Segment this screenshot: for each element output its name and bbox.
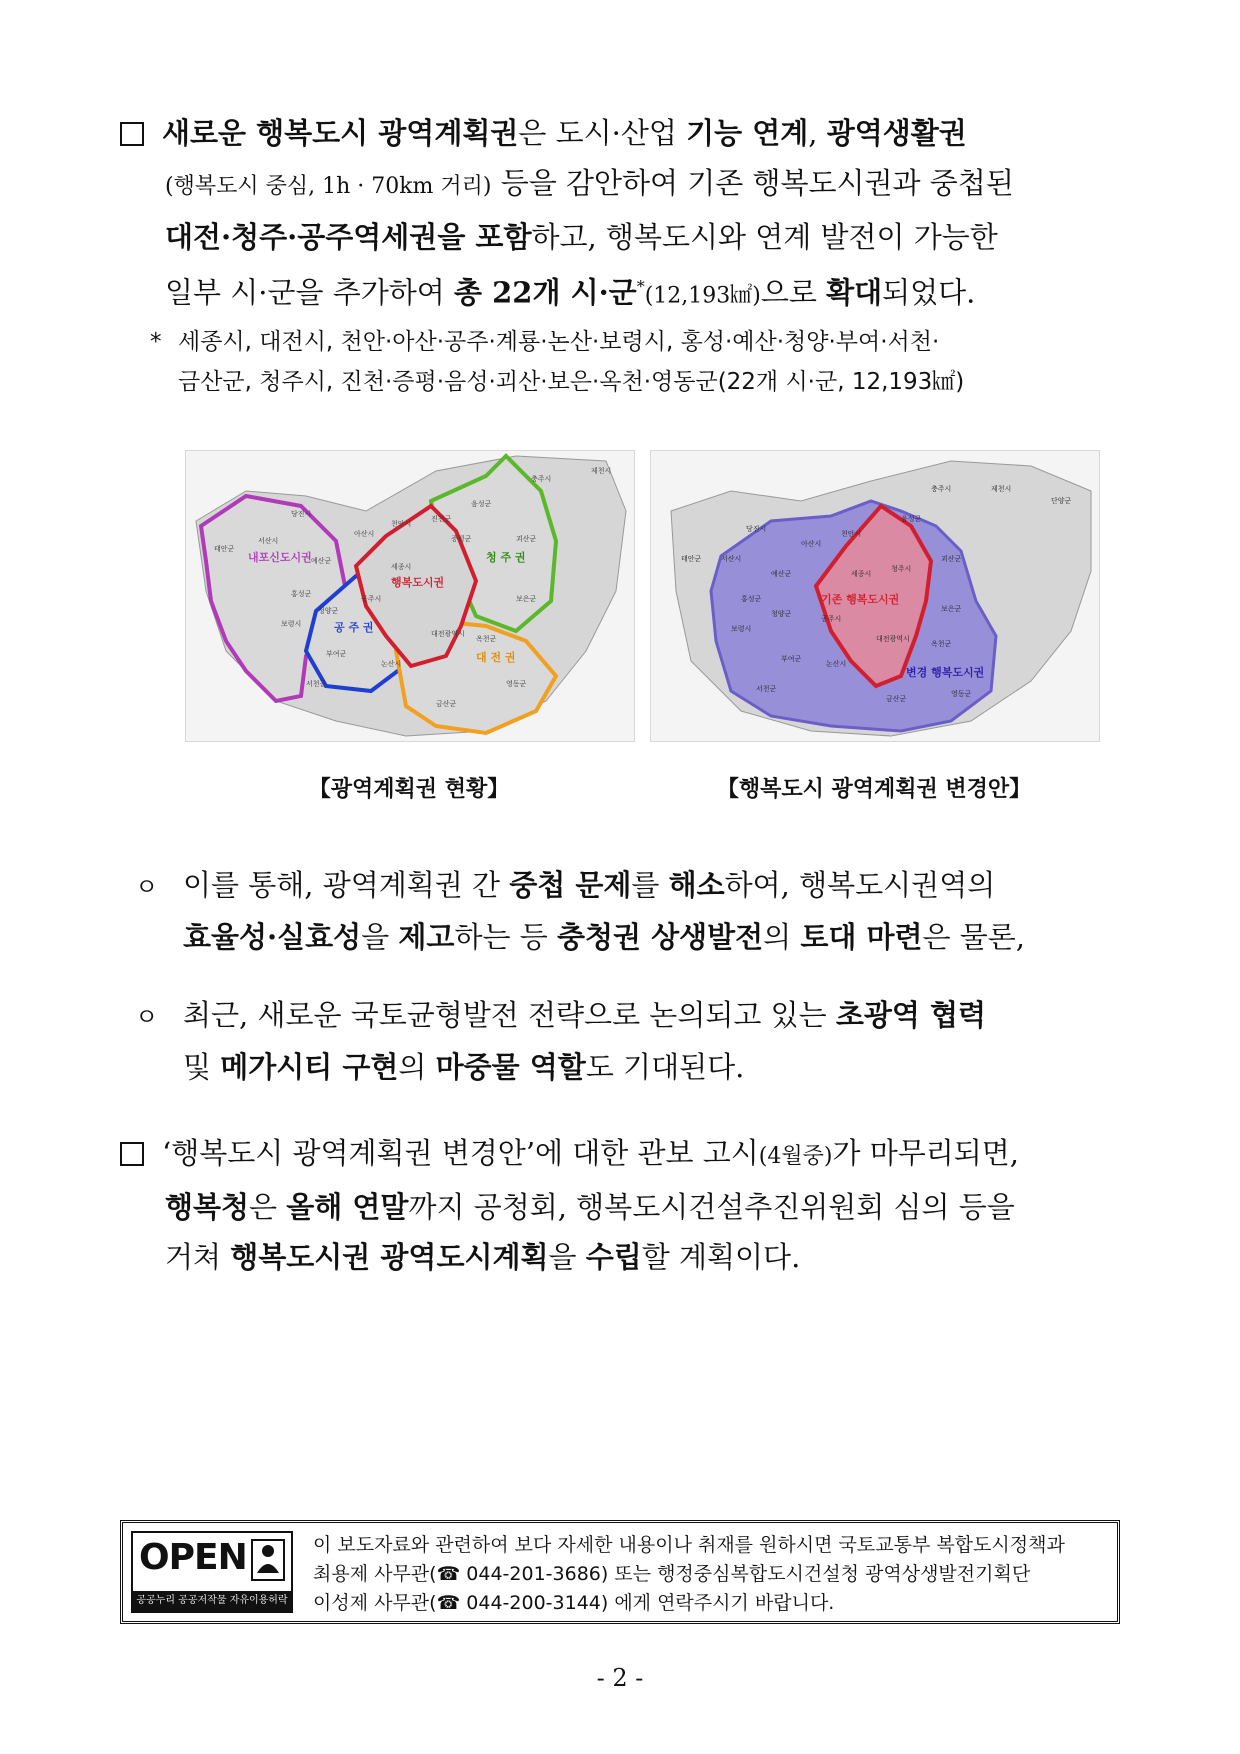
label-existing-zone: 기존 행복도시권 (821, 593, 900, 606)
city-jecheon-r: 제천시 (991, 485, 1012, 493)
city-hongseong-r: 홍성군 (741, 595, 762, 603)
section-1 (120, 108, 1130, 322)
city-gongjusi: 공주시 (361, 595, 382, 603)
contact-box (120, 1520, 1120, 1624)
bullet-circle-icon: ㅇ (135, 1003, 159, 1031)
label-cheongju-zone: 청 주 권 (486, 551, 526, 564)
checkbox-square-icon (120, 122, 144, 146)
city-nonsan: 논산시 (381, 660, 402, 668)
city-cheonan-r: 천안시 (841, 530, 862, 538)
city-seocheon: 서천군 (306, 680, 327, 688)
city-chungju-r: 충주시 (931, 485, 952, 493)
city-dangjin: 당진시 (291, 510, 312, 518)
city-sejong-r: 세종시 (851, 570, 872, 578)
map-proposed-svg (651, 451, 1099, 741)
city-gongjusi-r: 공주시 (821, 615, 842, 623)
city-geumsan: 금산군 (436, 700, 457, 708)
city-nonsan-r: 논산시 (826, 660, 847, 668)
city-cheongyang-r: 청양군 (771, 610, 792, 618)
city-taean: 태안군 (214, 545, 235, 553)
city-cheonan: 천안시 (391, 520, 412, 528)
city-seocheon-r: 서천군 (756, 685, 777, 693)
city-geumsan-r: 금산군 (886, 695, 907, 703)
city-okcheon: 옥천군 (476, 635, 497, 643)
city-asan: 아산시 (354, 530, 375, 538)
city-eumseong: 음성군 (471, 500, 492, 508)
label-naepo: 내포신도시권 (248, 551, 312, 564)
page-number: - 2 - (596, 1664, 644, 1692)
city-daejeonsi: 대전광역시 (431, 630, 465, 638)
city-seosan: 서산시 (258, 537, 279, 545)
city-taean-r: 태안군 (681, 555, 702, 563)
city-seosan-r: 서산시 (721, 555, 742, 563)
bullet-circle-icon: ㅇ (135, 873, 159, 901)
city-cheongjusi-r: 청주시 (891, 565, 912, 573)
section-1-line-4: 일부 시·군을 추가하여 총 22개 시·군*(12,193㎢)으로 확대되었다. (165, 275, 976, 310)
city-yesan: 예산군 (311, 557, 332, 565)
city-boryeong-r: 보령시 (731, 625, 752, 633)
city-sejong: 세종시 (391, 563, 412, 571)
section-1-line-1: 새로운 행복도시 광역계획권은 도시·산업 기능 연계, 광역생활권 (120, 108, 1130, 158)
city-buyeo-r: 부여군 (781, 655, 802, 663)
city-danyang-r: 단양군 (1051, 497, 1072, 505)
city-jeungpyeong: 증평군 (451, 535, 472, 543)
kogl-open-logo (131, 1531, 293, 1613)
city-asan-r: 아산시 (801, 540, 822, 548)
city-yesan-r: 예산군 (771, 570, 792, 578)
city-okcheon-r: 옥천군 (931, 640, 952, 648)
city-yeongdong: 영동군 (506, 680, 527, 688)
city-goesan: 괴산군 (516, 535, 537, 543)
bullet-1: ㅇ 이를 통해, 광역계획권 간 중첩 문제를 해소하여, 행복도시권역의 효율성·실효성을 제고하는 등 충청권 상생발전의 토대 마련은 물론, (135, 860, 1135, 962)
section-1-line-2: (행복도시 중심, 1h · 70km 거리) 등을 감안하여 기존 행복도시권과 중첩된 (165, 166, 1014, 200)
city-boeun-r: 보은군 (941, 605, 962, 613)
city-dangjin-r: 당진시 (746, 525, 767, 533)
map-current-status (185, 450, 635, 742)
logo-caption: 공공누리 공공저작물 자유이용허락 (133, 1591, 291, 1611)
city-daejeonsi-r: 대전광역시 (876, 635, 910, 643)
label-haengbok-zone: 행복도시권 (391, 576, 445, 589)
caption-current-map: 【광역계획권 현황】 (308, 777, 510, 802)
city-boeun: 보은군 (516, 595, 537, 603)
footnote: * 세종시, 대전시, 천안·아산·공주·계룡·논산·보령시, 홍성·예산·청양·부여·서천· 금산군, 청주시, 진천·증평·음성·괴산·보은·옥천·영동군(22개 시·군, 12,193㎢) (150, 329, 965, 395)
label-gongju-zone: 공 주 권 (334, 621, 374, 634)
logo-open-text: OPEN (139, 1537, 247, 1578)
section-2: ‘행복도시 광역계획권 변경안’에 대한 관보 고시(4월중)가 마무리되면, 행복청은 올해 연말까지 공청회, 행복도시건설추진위원회 심의 등을 거쳐 행복도시권 광역도시계획을 수립할 계획이다. (120, 1128, 1130, 1282)
city-cheongyang: 청양군 (318, 607, 339, 615)
bullet-2: ㅇ 최근, 새로운 국토균형발전 전략으로 논의되고 있는 초광역 협력 및 메가시티 구현의 마중물 역할도 기대된다. (135, 990, 1135, 1092)
contact-text: 이 보도자료와 관련하여 보다 자세한 내용이나 취재를 원하시면 국토교통부 복합도시정책과 최용제 사무관(☎ 044-201-3686) 또는 행정중심복합도시건설청 광역상생발전기획단 이성제 사무관(☎ 044-200-3144) 에게 연락주시기 바랍니다. (313, 1534, 1065, 1614)
checkbox-square-icon (120, 1142, 144, 1166)
city-jincheon: 진천군 (431, 515, 452, 523)
map-current-svg (186, 451, 634, 741)
city-chungju: 충주시 (531, 475, 552, 483)
city-goesan-r: 괴산군 (941, 555, 962, 563)
city-jecheon: 제천시 (591, 467, 612, 475)
section-1-line-3: 대전·청주·공주역세권을 포함하고, 행복도시와 연계 발전이 가능한 (165, 220, 998, 254)
label-daejeon-zone: 대 전 권 (476, 651, 516, 664)
city-boryeong: 보령시 (281, 620, 302, 628)
city-yeongdong-r: 영동군 (951, 690, 972, 698)
city-eumseong-r: 음성군 (901, 515, 922, 523)
city-buyeo: 부여군 (326, 650, 347, 658)
map-proposed-change (650, 450, 1100, 742)
label-changed-zone: 변경 행복도시권 (906, 666, 985, 679)
person-icon (251, 1539, 285, 1581)
city-hongseong: 홍성군 (291, 590, 312, 598)
caption-proposed-map: 【행복도시 광역계획권 변경안】 (716, 777, 1032, 802)
